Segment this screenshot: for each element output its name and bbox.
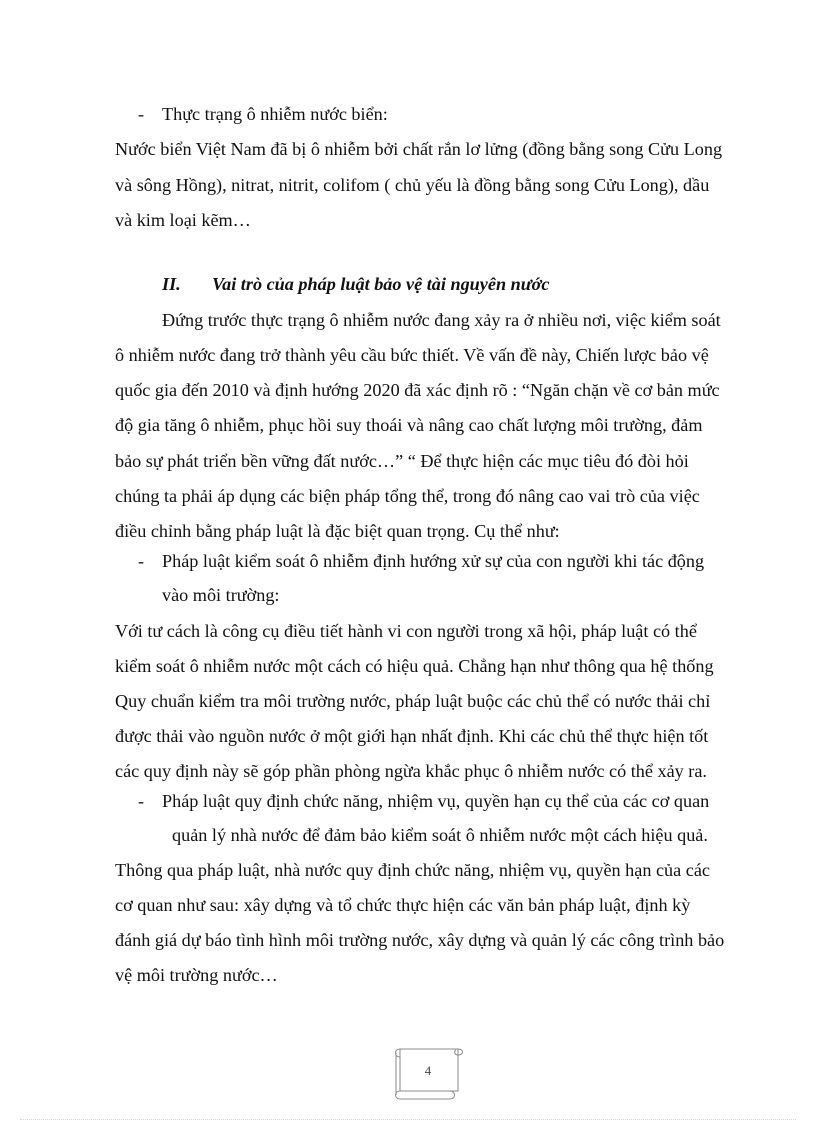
section-heading-number: II. [162, 274, 181, 294]
bullet-title: Thực trạng ô nhiễm nước biển: [162, 104, 388, 124]
paragraph-line: các quy định này sẽ góp phần phòng ngừa khắc phục ô nhiễm nước có thể xảy ra. [115, 761, 707, 781]
paragraph-line: ô nhiễm nước đang trở thành yêu cầu bức thiết. Về vấn đề này, Chiến lược bảo vệ [115, 345, 709, 365]
section-heading [162, 273, 549, 295]
footer-divider [20, 1119, 796, 1120]
bullet-marker: - [138, 791, 145, 811]
bullet-marker: - [138, 104, 145, 124]
paragraph-line: Quy chuẩn kiểm tra môi trường nước, pháp luật buộc các chủ thể có nước thải chỉ [115, 691, 711, 711]
paragraph-line: chúng ta phải áp dụng các biện pháp tổng thể, trong đó nâng cao vai trò của việc [115, 486, 700, 506]
paragraph-line: độ gia tăng ô nhiễm, phục hồi suy thoái và nâng cao chất lượng môi trường, đảm [115, 415, 703, 435]
section-heading-title: Vai trò của pháp luật bảo vệ tài nguyên nước [212, 274, 550, 294]
paragraph-line: Đứng trước thực trạng ô nhiễm nước đang xảy ra ở nhiều nơi, việc kiểm soát [162, 310, 721, 330]
paragraph-line: và sông Hồng), nitrat, nitrit, colifom ( chủ yếu là đồng bằng song Cửu Long), dầu [115, 175, 710, 195]
paragraph-line: và kim loại kẽm… [115, 210, 251, 230]
paragraph-line: kiểm soát ô nhiễm nước một cách có hiệu quả. Chẳng hạn như thông qua hệ thống [115, 656, 714, 676]
paragraph-line: bảo sự phát triển bền vững đất nước…” “ Để thực hiện các mục tiêu đó đòi hỏi [115, 451, 689, 471]
paragraph-line: Nước biển Việt Nam đã bị ô nhiễm bởi chất rắn lơ lửng (đồng bằng song Cửu Long [115, 139, 723, 159]
bullet-text-line: quản lý nhà nước để đảm bảo kiểm soát ô nhiễm nước một cách hiệu quả. [172, 825, 708, 845]
paragraph-line: Thông qua pháp luật, nhà nước quy định chức năng, nhiệm vụ, quyền hạn của các [115, 860, 710, 880]
paragraph-line: điều chỉnh bằng pháp luật là đặc biệt quan trọng. Cụ thể như: [115, 521, 560, 541]
page-number: 4 [424, 1063, 432, 1078]
paragraph-line: quốc gia đến 2010 và định hướng 2020 đã xác định rõ : “Ngăn chặn về cơ bản mức [115, 380, 720, 400]
paragraph-line: cơ quan như sau: xây dựng và tổ chức thực hiện các văn bản pháp luật, định kỳ [115, 895, 691, 915]
paragraph-line: vệ môi trường nước… [115, 965, 278, 985]
bullet-text-line: vào môi trường: [162, 585, 280, 605]
paragraph-line: Với tư cách là công cụ điều tiết hành vi con người trong xã hội, pháp luật có thể [115, 621, 697, 641]
bullet-text-line: Pháp luật kiểm soát ô nhiễm định hướng xử sự của con người khi tác động [162, 551, 705, 571]
paragraph-line: đánh giá dự báo tình hình môi trường nước, xây dựng và quản lý các công trình bảo [115, 930, 725, 950]
paragraph-line: được thải vào nguồn nước ở một giới hạn nhất định. Khi các chủ thể thực hiện tốt [115, 726, 709, 746]
bullet-marker: - [138, 551, 145, 571]
bullet-text-line: Pháp luật quy định chức năng, nhiệm vụ, quyền hạn cụ thể của các cơ quan [162, 791, 710, 811]
